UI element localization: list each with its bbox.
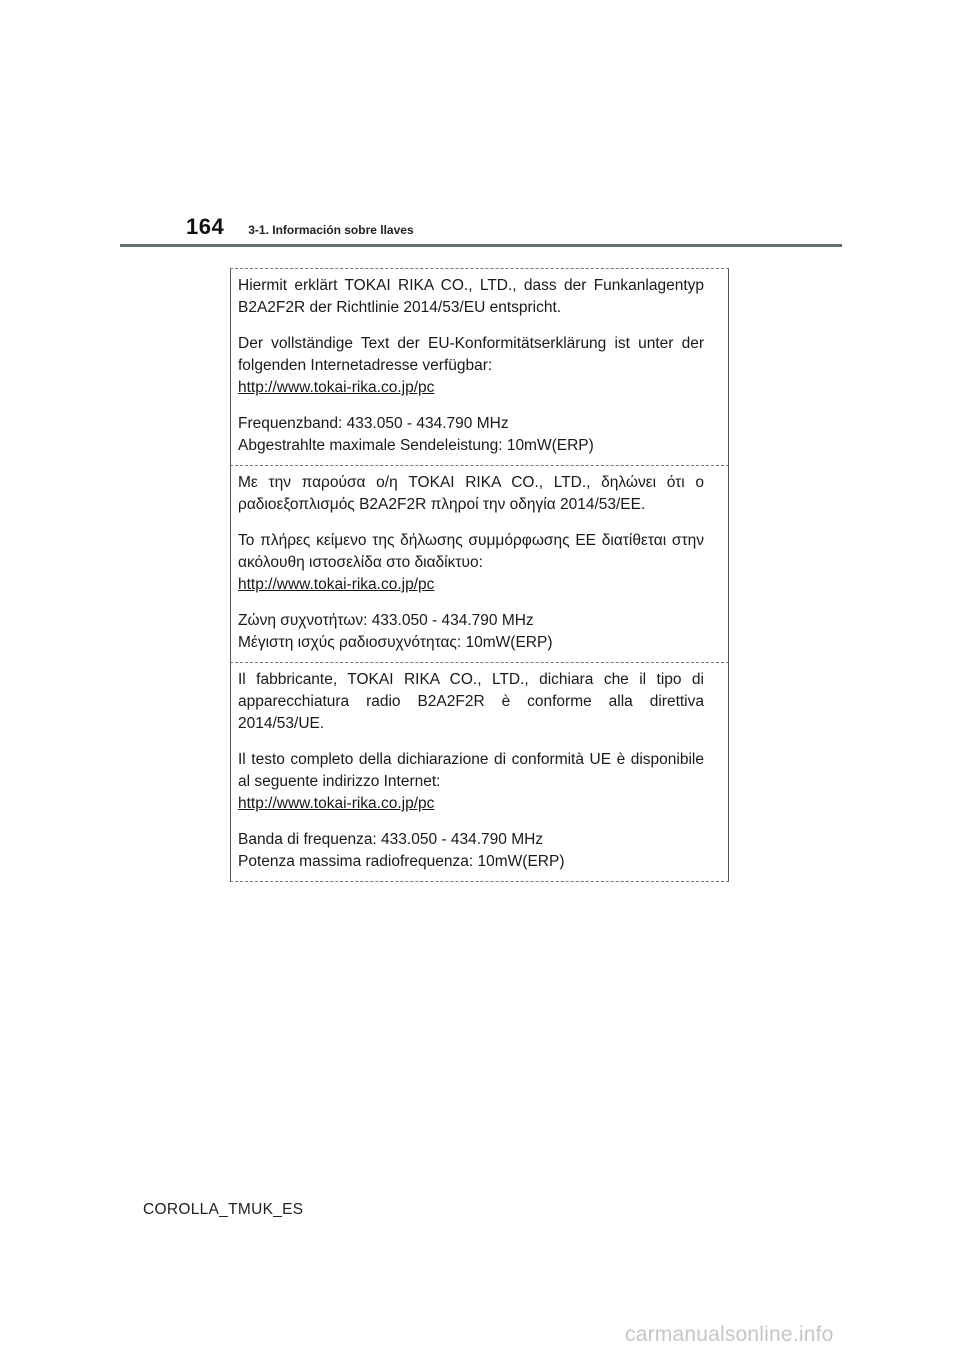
page-number: 164 (186, 214, 225, 239)
declaration-link[interactable]: http://www.tokai-rika.co.jp/pc (238, 795, 435, 812)
declaration-link[interactable]: http://www.tokai-rika.co.jp/pc (238, 576, 435, 593)
max-power: Μέγιστη ισχύς ραδιοσυχνότητας: 10mW(ERP) (238, 634, 553, 651)
declaration-link[interactable]: http://www.tokai-rika.co.jp/pc (238, 379, 435, 396)
declaration-block-greek (230, 466, 729, 663)
frequency-band: Ζώνη συχνοτήτων: 433.050 - 434.790 MHz (238, 612, 534, 629)
section-title: 3-1. Información sobre llaves (248, 223, 414, 237)
full-text-paragraph: Το πλήρες κείμενο της δήλωσης συμμόρφωσης ΕΕ διατίθεται στην ακόλουθη ιστοσελίδα στο διαδίκτυο: (238, 532, 704, 571)
document-code: COROLLA_TMUK_ES (143, 1201, 304, 1218)
declaration-paragraph: Il fabbricante, TOKAI RIKA CO., LTD., dichiara che il tipo di apparecchiatura radio B2A2F2R è conforme alla direttiva 2014/53/UE. (238, 671, 704, 732)
header-rule (120, 244, 842, 247)
declaration-paragraph: Hiermit erklärt TOKAI RIKA CO., LTD., dass der Funkanlagentyp B2A2F2R der Richtlinie 2014/53/EU entspricht. (238, 277, 704, 316)
max-power: Potenza massima radiofrequenza: 10mW(ERP) (238, 853, 565, 870)
declaration-block-italian (230, 663, 729, 881)
declaration-paragraph: Με την παρούσα ο/η TOKAI RIKA CO., LTD., δηλώνει ότι ο ραδιοεξοπλισμός B2A2F2R πληροί την οδηγία 2014/53/ΕΕ. (238, 474, 704, 513)
frequency-band: Frequenzband: 433.050 - 434.790 MHz (238, 415, 509, 432)
declaration-block-german (230, 269, 729, 466)
page-header (186, 214, 414, 240)
max-power: Abgestrahlte maximale Sendeleistung: 10mW(ERP) (238, 437, 594, 454)
full-text-paragraph: Der vollständige Text der EU-Konformitätserklärung ist unter der folgenden Internetadresse verfügbar: (238, 335, 704, 374)
declaration-box (230, 268, 729, 882)
full-text-paragraph: Il testo completo della dichiarazione di conformità UE è disponibile al seguente indirizzo Internet: (238, 751, 704, 790)
watermark: carmanualsonline.info (625, 1323, 834, 1346)
frequency-band: Banda di frequenza: 433.050 - 434.790 MHz (238, 831, 544, 848)
